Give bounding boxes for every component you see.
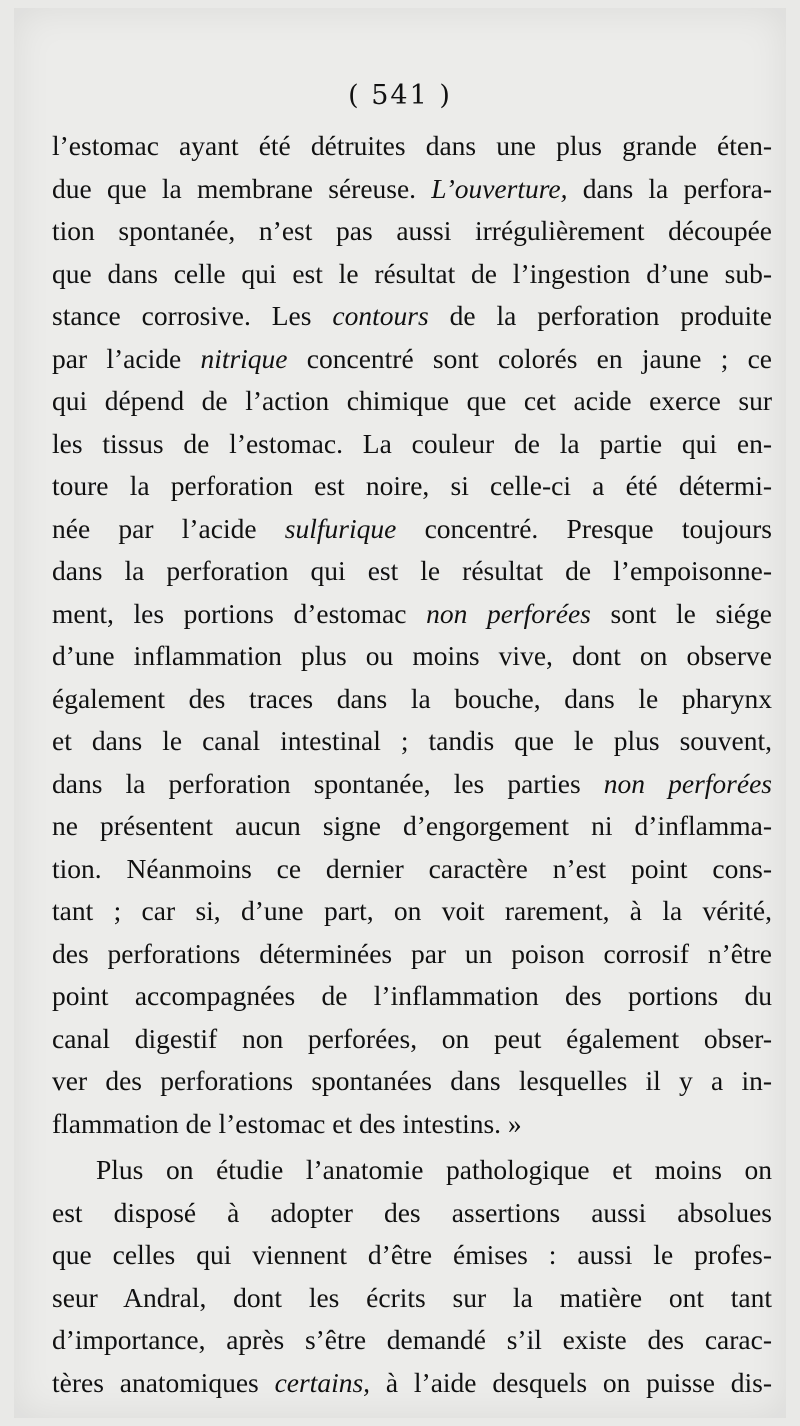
text-line (52, 338, 772, 381)
text-run: ver des perforations spontanées dans lesquelles il y a in- (52, 1065, 772, 1096)
italic-text: contours (332, 300, 429, 331)
text-line (52, 1277, 772, 1320)
text-run: l’estomac ayant été détruites dans une plus grande éten- (52, 130, 772, 161)
text-line (52, 125, 772, 168)
text-line (52, 1018, 772, 1061)
text-line (52, 848, 772, 891)
text-line (52, 1319, 772, 1362)
text-run: d’importance, après s’être demandé s’il existe des carac- (52, 1324, 772, 1355)
text-line (52, 508, 772, 551)
text-run: concentré. Presque toujours (396, 512, 772, 544)
text-run: tères anatomiques (52, 1366, 275, 1398)
text-run: dans la perforation qui est le résultat de l’empoisonne- (52, 555, 772, 586)
text-run: les tissus de l’estomac. La couleur de la partie qui en- (52, 427, 772, 459)
text-run: que dans celle qui est le résultat de l’ingestion d’une sub- (52, 257, 772, 289)
text-line (52, 890, 772, 933)
text-line (52, 593, 772, 636)
text-run: canal digestif non perforées, on peut également obser- (52, 1022, 772, 1054)
text-run: sont le siége (590, 597, 772, 629)
text-run: également des traces dans la bouche, dans le pharynx (52, 682, 772, 714)
text-line (52, 975, 772, 1018)
text-run: flammation de l’estomac et des intestins. » (52, 1107, 522, 1139)
italic-text: certains, (274, 1366, 371, 1398)
text-line (52, 465, 772, 508)
italic-text: non perforées (603, 767, 772, 799)
paragraph-2 (52, 1149, 772, 1404)
text-run: toure la perforation est noire, si celle-ci a été détermi- (52, 470, 772, 501)
text-line (52, 380, 772, 423)
text-line (52, 295, 772, 338)
text-line (52, 210, 772, 253)
paragraph-1 (52, 125, 772, 1145)
text-line (52, 1234, 772, 1277)
text-run: tion. Néanmoins ce dernier caractère n’est point cons- (52, 852, 772, 884)
text-run: dans la perfora- (567, 172, 772, 204)
text-run: seur Andral, dont les écrits sur la matière ont tant (52, 1281, 772, 1313)
italic-text: L’ouverture, (431, 172, 568, 204)
text-line (52, 1192, 772, 1235)
text-line (52, 805, 772, 848)
text-run: stance corrosive. Les (52, 300, 333, 331)
text-run: que celles qui viennent d’être émises : aussi le profes- (52, 1239, 772, 1270)
text-line (52, 933, 772, 976)
italic-text: non perforées (426, 597, 591, 629)
body-text (52, 125, 772, 1404)
italic-text: nitrique (200, 342, 288, 374)
text-run: à l’aide desquels on puisse dis- (370, 1366, 772, 1398)
text-line (52, 1362, 772, 1405)
text-run: Plus on étudie l’anatomie pathologique et moins on (96, 1154, 772, 1185)
text-run: tion spontanée, n’est pas aussi irrégulièrement découpée (52, 215, 772, 246)
text-run: de la perforation produite (428, 300, 772, 331)
text-run: née par l’acide (52, 512, 285, 544)
text-run: due que la membrane séreuse. (52, 172, 432, 204)
text-line (52, 168, 772, 211)
text-run: concentré sont colorés en jaune ; ce (287, 342, 772, 374)
text-run: des perforations déterminées par un poison corrosif n’être (52, 937, 772, 969)
text-run: dans la perforation spontanée, les parties (52, 767, 604, 799)
text-line (52, 253, 772, 296)
text-run: est disposé à adopter des assertions aussi absolues (52, 1196, 772, 1228)
text-run: tant ; car si, d’une part, on voit rarement, à la vérité, (52, 895, 772, 926)
text-run: d’une inflammation plus ou moins vive, dont on observe (52, 640, 772, 671)
italic-text: sulfurique (284, 512, 397, 544)
text-run: point accompagnées de l’inflammation des portions du (52, 980, 772, 1011)
text-line (52, 720, 772, 763)
text-line (52, 635, 772, 678)
text-run: et dans le canal intestinal ; tandis que le plus souvent, (52, 725, 772, 756)
text-line (52, 1149, 772, 1192)
text-line (52, 1060, 772, 1103)
text-run: par l’acide (52, 342, 201, 374)
text-line (52, 423, 772, 466)
page-number: ( 541 ) (348, 80, 452, 111)
text-run: qui dépend de l’action chimique que cet acide exerce sur (52, 385, 772, 416)
text-line (52, 763, 772, 806)
text-line (52, 1103, 772, 1146)
book-page (14, 8, 786, 1418)
text-run: ne présentent aucun signe d’engorgement ni d’inflamma- (52, 810, 772, 841)
text-line (52, 678, 772, 721)
text-line (52, 550, 772, 593)
text-run: ment, les portions d’estomac (52, 597, 427, 629)
